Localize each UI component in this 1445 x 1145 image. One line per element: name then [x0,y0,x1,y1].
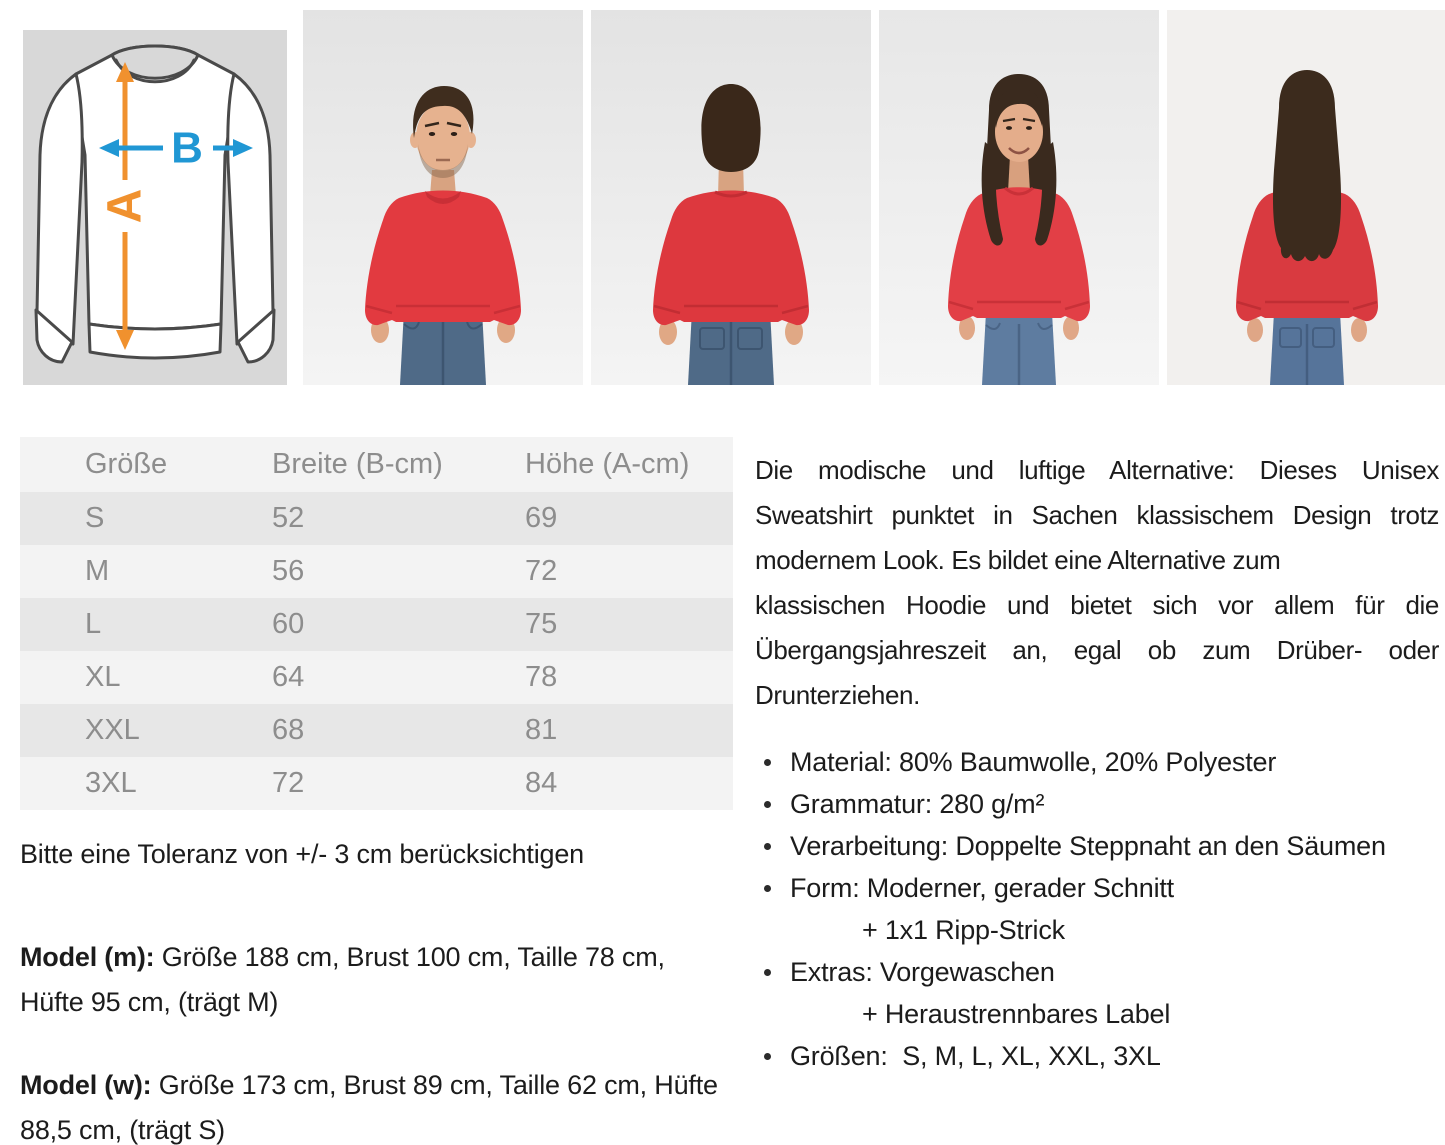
size-diagram-panel[interactable] [15,10,295,385]
bullet-icon [755,741,790,766]
feature-item: Verarbeitung: Doppelte Steppnaht an den Säumen [755,825,1439,867]
jeans [982,312,1056,385]
table-row: L 60 75 [20,598,733,651]
bullet-icon [755,783,790,808]
male-model-front-photo[interactable] [303,10,583,385]
red-sweatshirt [948,187,1090,321]
male-model-back-photo[interactable] [591,10,871,385]
female-model-back-image [1167,10,1445,385]
height-label: A [98,188,152,224]
column-header-width: Breite (B-cm) [272,448,443,480]
red-sweatshirt [653,191,809,326]
tolerance-note: Bitte eine Toleranz von +/- 3 cm berücksichtigen [20,839,584,869]
column-header-height: Höhe (A-cm) [525,448,690,480]
product-gallery [15,10,1445,385]
model-female-details: Größe 173 cm, Brust 89 cm, Taille 62 cm, Hüfte 88,5 cm, (trägt S) [20,1070,718,1145]
size-table [20,437,733,810]
jeans [1270,312,1344,385]
right-hand [1351,318,1367,342]
bullet-icon [755,825,790,850]
description-line: Sweatshirt punktet in Sachen klassischem Design trotz [755,500,1439,530]
feature-item: Größen: S, M, L, XL, XXL, 3XL [755,1035,1439,1077]
width-label: B [171,123,203,173]
feature-item-continuation: + Heraustrennbares Label [862,999,1171,1029]
description-line: klassischen Hoodie und bietet sich vor allem für die [755,590,1439,620]
male-model-front-image [303,10,583,385]
table-row: M 56 72 [20,545,733,598]
feature-item: Material: 80% Baumwolle, 20% Polyester [755,741,1439,783]
feature-item: Grammatur: 280 g/m² [755,783,1439,825]
male-model-back-image [591,10,871,385]
female-model-front-photo[interactable] [879,10,1159,385]
table-row: 3XL 72 84 [20,757,733,810]
head-and-hair [1273,70,1341,261]
description-line: Übergangsjahreszeit an, egal ob zum Drüber- oder [755,635,1439,665]
description-line: Drunterziehen. [755,680,920,710]
feature-item: Form: Moderner, gerader Schnitt [755,867,1439,909]
left-hand [1247,318,1263,342]
description-line: modernem Look. Es bildet eine Alternative zum [755,545,1281,575]
model-female-info [20,1063,735,1145]
model-male-info [20,935,735,1025]
model-female-label: Model (w): [20,1070,152,1100]
table-row: S 52 69 [20,492,733,545]
female-model-front-image [879,10,1159,385]
feature-item-continuation: + 1x1 Ripp-Strick [862,915,1065,945]
head [701,84,760,172]
feature-list [755,741,1439,1077]
description-line: Die modische und luftige Alternative: Dieses Unisex [755,455,1439,485]
bullet-icon [755,1035,790,1060]
column-header-size: Größe [85,448,168,480]
feature-item: Extras: Vorgewaschen [755,951,1439,993]
table-row: XL 64 78 [20,651,733,704]
product-description [755,448,1439,718]
sweatshirt-outline-drawing [36,46,274,362]
table-row: XXL 68 81 [20,704,733,757]
size-diagram-image [15,10,295,385]
model-male-details: Größe 188 cm, Brust 100 cm, Taille 78 cm, Hüfte 95 cm, (trägt M) [20,942,665,1017]
head [995,88,1043,162]
red-sweatshirt [365,191,521,326]
female-model-back-photo[interactable] [1167,10,1445,385]
size-table-header [20,437,733,492]
bullet-icon [755,867,790,892]
bullet-icon [755,951,790,976]
model-male-label: Model (m): [20,942,155,972]
